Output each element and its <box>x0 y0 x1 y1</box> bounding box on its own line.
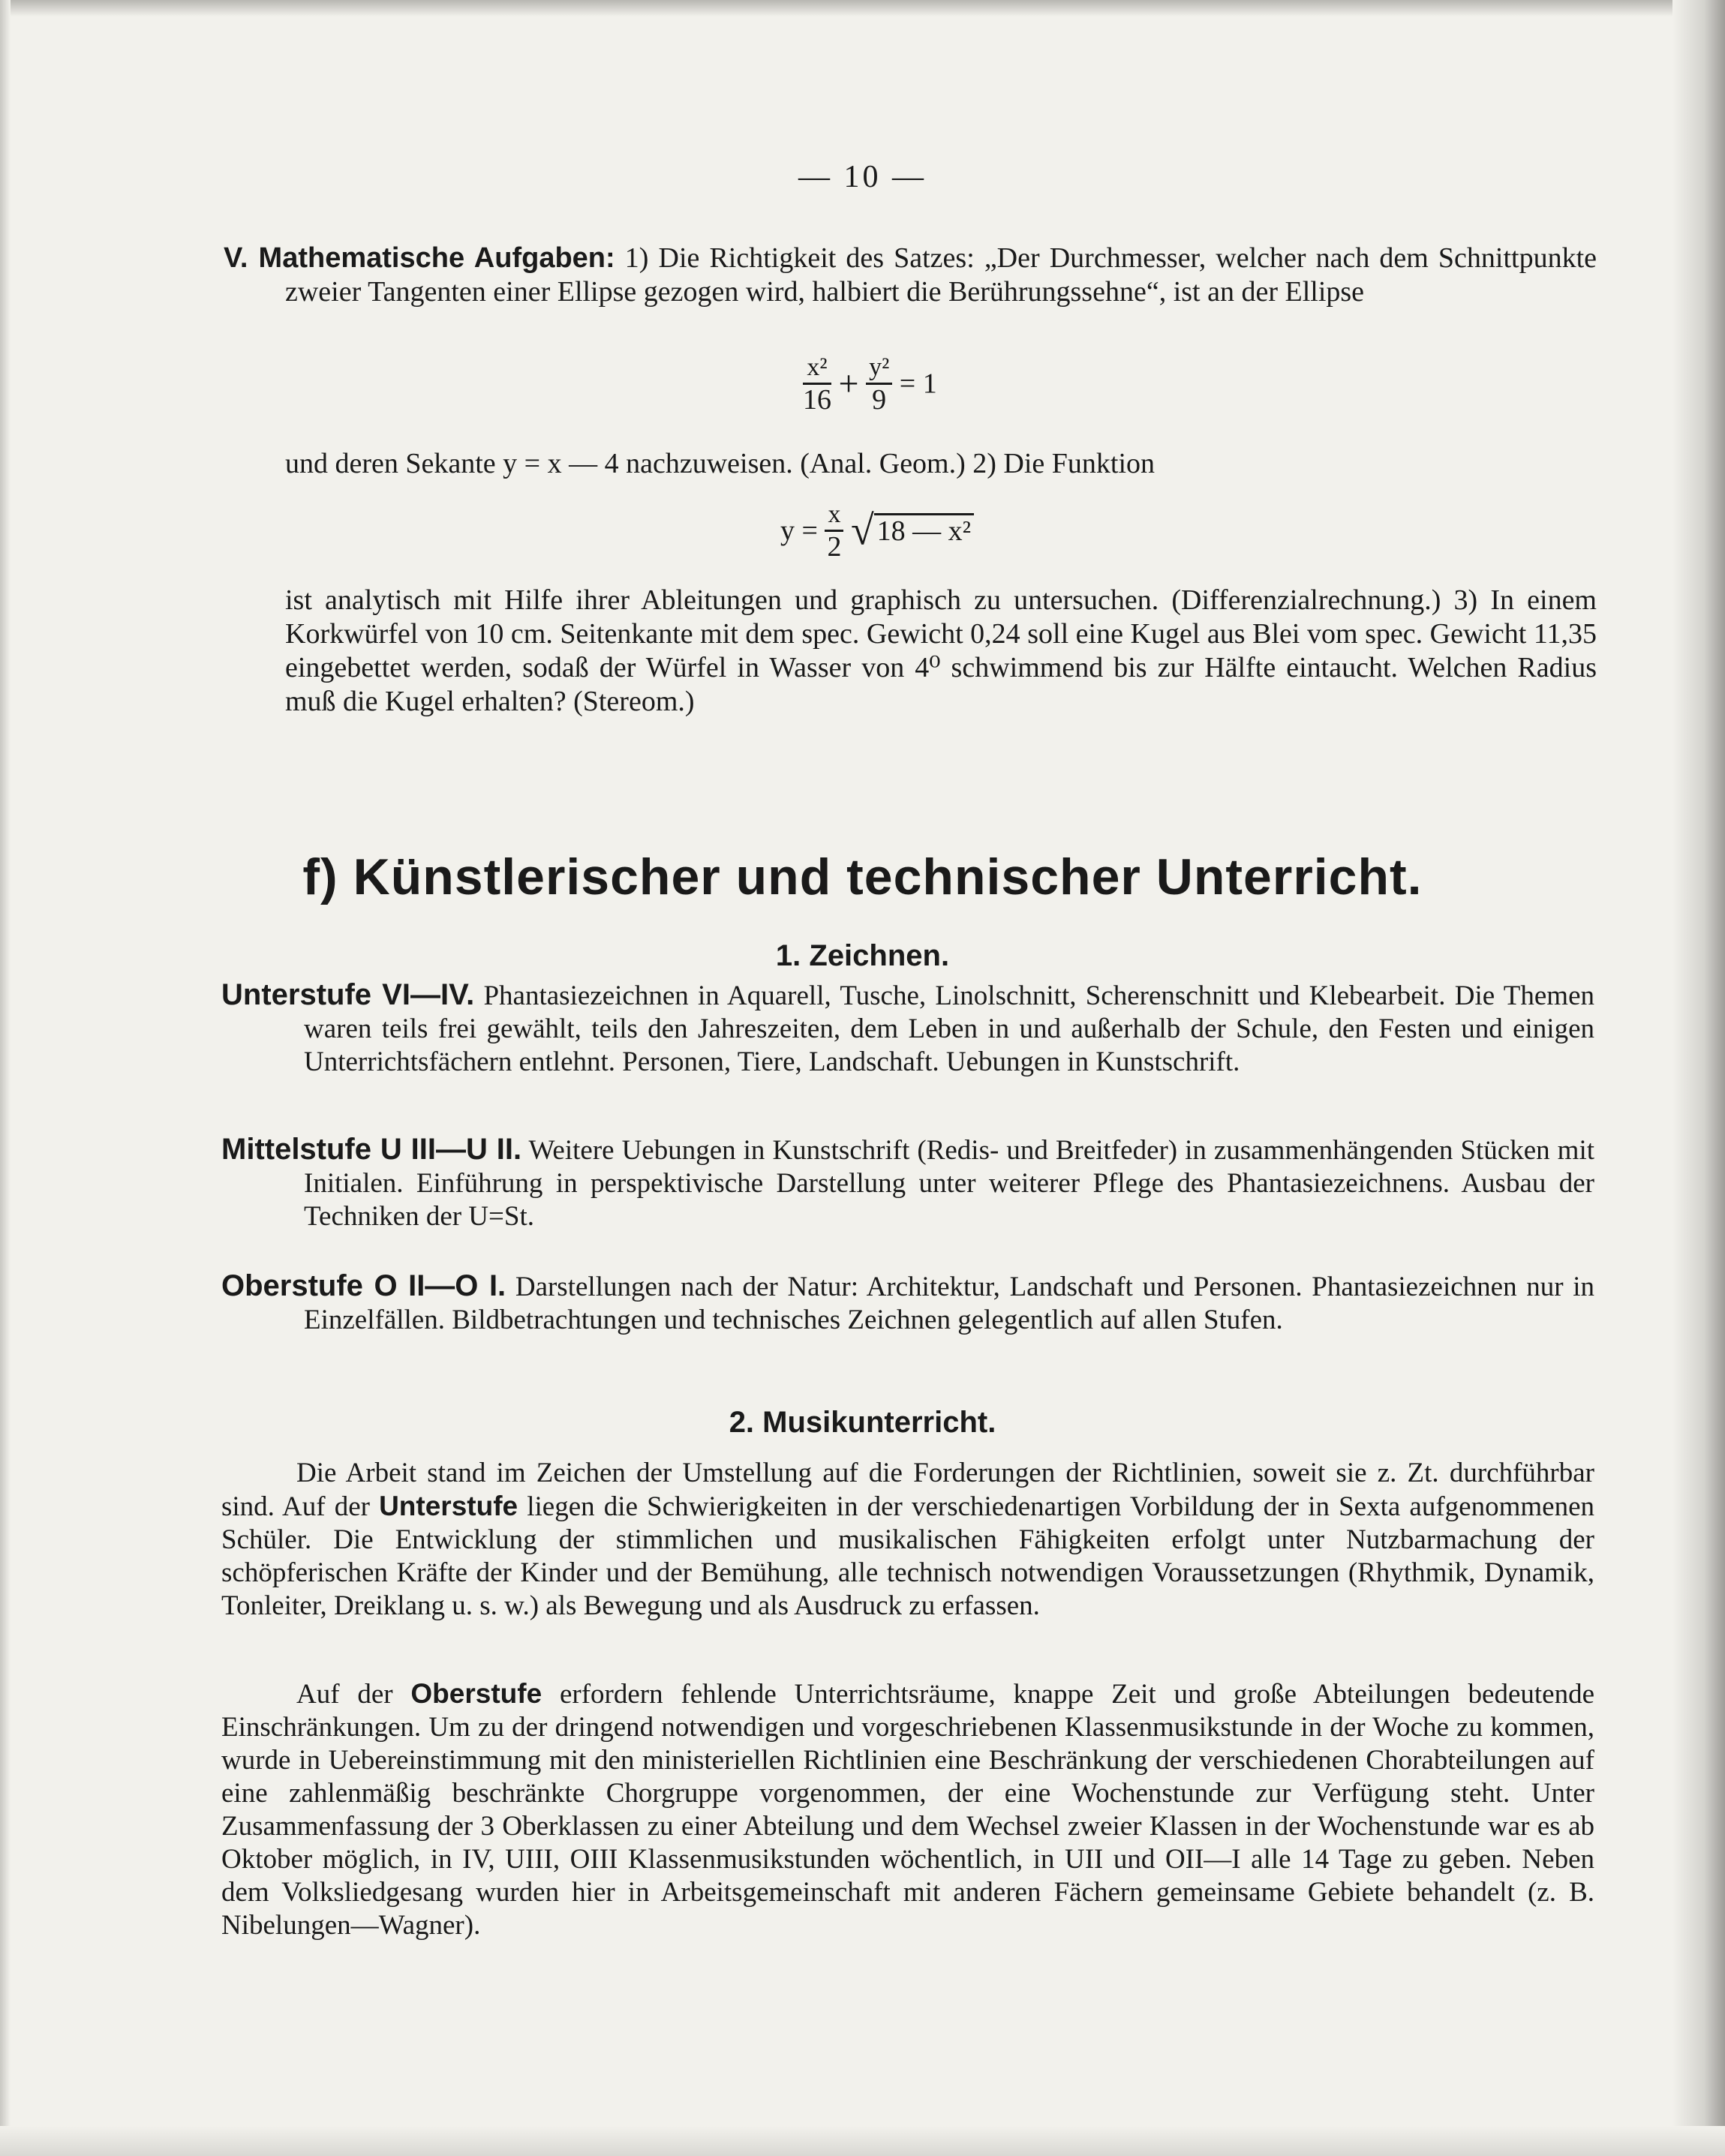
music-paragraph-2 <box>221 1677 1594 1942</box>
scan-edge-left <box>0 0 11 2156</box>
function-equation <box>780 500 974 562</box>
unterstufe-text: Phantasiezeichnen in Aquarell, Tusche, Linolschnitt, Scherenschnitt und Klebearbeit. Die Themen waren teils frei gewählt, teils den Jahreszeiten, dem Leben in und außerhalb der Schule, den Festen und einigen Unterrichtsfächern entlehnt. Personen, Tiere, Landschaft. Uebungen in Kunstschrift. <box>304 980 1594 1077</box>
math-tasks-section <box>224 242 1597 309</box>
oberstufe-text: Darstellungen nach der Natur: Architektur, Landschaft und Personen. Phantasiezeichnen nur in Einzelfällen. Bildbetrachtungen und technisches Zeichnen gelegentlich auf allen Stufen. <box>304 1272 1594 1335</box>
math-tasks-text-3: ist analytisch mit Hilfe ihrer Ableitungen und graphisch zu untersuchen. (Differenzialrechnung.) 3) In einem Korkwürfel von 10 cm. Seitenkante mit dem spec. Gewicht 0,24 soll eine Kugel aus Blei vom spec. Gewicht 11,35 eingebettet werden, sodaß der Würfel in Wasser von 4⁰ schwimmend bis zur Hälfte eintaucht. Welchen Radius muß die Kugel erhalten? (Stereom.) <box>285 584 1597 717</box>
drawing-unterstufe <box>221 978 1594 1079</box>
radicand: 18 — x² <box>874 513 974 547</box>
fraction-y <box>866 353 892 415</box>
fraction-x-denominator: 16 <box>803 384 831 416</box>
music-p2-bold: Oberstufe <box>410 1678 542 1709</box>
scan-edge-bottom <box>0 2126 1725 2156</box>
drawing-oberstufe <box>221 1269 1594 1337</box>
music-p1-text-b: liegen die Schwierigkeiten in der verschiedenartigen Vorbildung der in Sexta aufgenommenen Schüler. Die Entwicklung der stimmlichen und musikalischen Fähigkeiten erfolgt unter Nutzbarmachung der schöpferischen Kräfte der Kinder und der Bemühung, alle technisch notwendigen Voraussetzungen (Rhythmik, Dynamik, Tonleiter, Dreiklang u. s. w.) als Bewegung und als Ausdruck zu erfassen. <box>221 1491 1594 1621</box>
fraction-y-numerator: y² <box>866 353 892 385</box>
music-title: 2. Musikunterricht. <box>729 1406 996 1439</box>
mittelstufe-text: Weitere Uebungen in Kunstschrift (Redis- und Breitfeder) in zusammenhängenden Stücken mit Initialen. Einführung in perspektivische Darstellung unter weiterer Pflege des Phantasiezeichnens. Ausbau der Techniken der U=St. <box>304 1135 1594 1232</box>
scan-edge-right <box>1672 0 1725 2156</box>
fraction-x-half <box>825 500 843 562</box>
section-heading-art-technical: f) Künstlerischer und technischer Unterricht. <box>302 848 1423 905</box>
fraction-half-numerator: x <box>825 500 843 532</box>
music-p2-text-a: Auf der <box>296 1679 393 1710</box>
math-tasks-text-2-block <box>224 447 1597 481</box>
oberstufe-label: Oberstufe O II—O I. <box>221 1269 506 1302</box>
fraction-x <box>803 353 831 415</box>
equals-one: = 1 <box>899 368 937 400</box>
drawing-title: 1. Zeichnen. <box>775 939 950 972</box>
math-tasks-label: V. Mathematische Aufgaben: <box>224 242 615 274</box>
math-tasks-intro <box>224 242 1597 309</box>
music-paragraph-1 <box>221 1457 1594 1623</box>
mittelstufe-label: Mittelstufe U III—U II. <box>221 1133 522 1166</box>
math-tasks-text-3-block <box>224 584 1597 719</box>
plus-sign: + <box>838 364 859 404</box>
music-p1-bold: Unterstufe <box>379 1491 518 1521</box>
page-number: — 10 — <box>798 160 927 194</box>
unterstufe-label: Unterstufe VI—IV. <box>221 978 475 1011</box>
fraction-x-numerator: x² <box>803 353 831 385</box>
drawing-mittelstufe <box>221 1133 1594 1233</box>
math-tasks-text-1: 1) Die Richtigkeit des Satzes: „Der Durchmesser, welcher nach dem Schnittpunkte zweier Tangenten einer Ellipse gezogen wird, halbiert die Berührungssehne“, ist an der Ellipse <box>285 242 1597 308</box>
fraction-half-denominator: 2 <box>827 531 842 563</box>
ellipse-equation <box>803 353 937 415</box>
music-p1-text-a: Die Arbeit stand im Zeichen der Umstellung auf die Forderungen der Richtlinien, soweit sie z. Zt. durchführbar sind. Auf der <box>221 1458 1594 1522</box>
function-lhs: y = <box>780 515 825 547</box>
math-tasks-text-2: und deren Sekante y = x — 4 nachzuweisen. (Anal. Geom.) 2) Die Funktion <box>285 448 1156 479</box>
fraction-y-denominator: 9 <box>872 384 887 416</box>
music-p2-text-b: erfordern fehlende Unterrichtsräume, knappe Zeit und große Abteilungen bedeutende Einschränkungen. Um zu der dringend notwendigen und vorgeschriebenen Klassenmusikstunde in der Woche zu kommen, wurde in Uebereinstimmung mit den ministeriellen Richtlinien eine Beschränkung der verschiedenen Chorabteilungen auf eine zahlenmäßig beschränkte Chorgruppe vorgenommen, der eine Wochenstunde zur Verfügung steht. Unter Zusammenfassung der 3 Oberklassen zu einer Abteilung und dem Wechsel zweier Klassen in der Wochenstunde war es ab Oktober möglich, in IV, UIII, OIII Klassenmusikstunden wöchentlich, in UII und OII—I alle 14 Tage zu geben. Neben dem Volksliedgesang wurden hier in Arbeitsgemeinschaft mit anderen Fächern gemeinsame Gebiete behandelt (z. B. Nibelungen—Wagner). <box>221 1679 1595 1941</box>
scan-edge-top <box>0 0 1725 17</box>
root-sign: √ <box>850 507 874 554</box>
